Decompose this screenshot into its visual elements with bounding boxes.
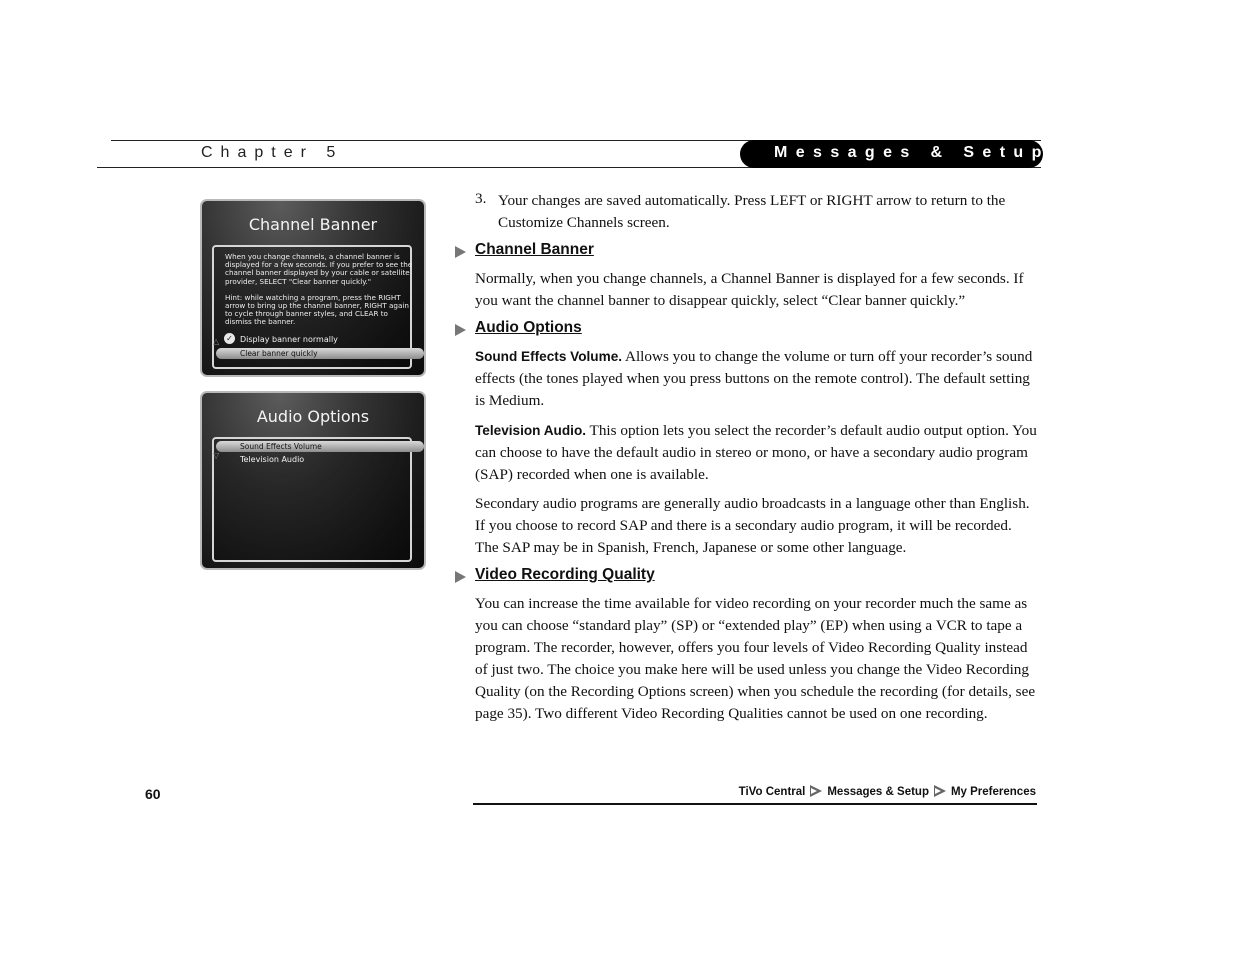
- breadcrumb-arrow-icon: [934, 785, 946, 797]
- channel-banner-screenshot: [200, 199, 426, 377]
- up-arrow-icon: △: [213, 337, 220, 346]
- option-display-banner-normally: Display banner normally: [240, 335, 338, 344]
- television-audio-paragraph: [475, 420, 1037, 486]
- paragraph-lead: Television Audio.: [475, 423, 587, 438]
- option-television-audio: Television Audio: [240, 455, 305, 464]
- triangle-bullet-icon: [455, 571, 466, 583]
- heading-title: Channel Banner: [475, 241, 594, 258]
- checkmark-icon: ✓: [224, 333, 235, 344]
- section-label-pill: [740, 140, 1050, 168]
- screen-hint-text: Hint: while watching a program, press the RIGHT arrow to bring up the channel banner, RIGHT again to cycle through banner styles, and CLEAR to dismiss the banner.: [225, 292, 409, 327]
- heading-title: Audio Options: [475, 319, 582, 336]
- triangle-bullet-icon: [455, 324, 466, 336]
- screen-message-text: When you change channels, a channel banner is displayed for a few seconds. If you prefer to see the channel banner displayed by your cable or satellite provider, SELECT "Clear banner quickly.": [225, 252, 413, 286]
- breadcrumb-item: My Preferences: [950, 786, 1036, 798]
- paragraph-lead: Sound Effects Volume.: [475, 349, 623, 364]
- screen-panel: [212, 437, 412, 562]
- page-number: 60: [145, 786, 161, 802]
- screen-title: Channel Banner: [248, 215, 378, 234]
- triangle-bullet-icon: [455, 246, 466, 258]
- sound-effects-paragraph: [475, 346, 1037, 412]
- sap-paragraph: Secondary audio programs are generally audio broadcasts in a language other than English. If you choose to record SAP and there is a secondary audio program, it will be recorded. The SAP may be in Spanish, French, Japanese or some other language.: [475, 495, 1030, 556]
- step-number: 3.: [475, 190, 487, 207]
- paragraph-body: Allows you to change the volume or turn off your recorder’s sound effects (the tones played when you press buttons on the remote control). The default setting is Medium.: [475, 348, 1033, 409]
- down-arrow-icon: ▽: [213, 451, 220, 460]
- screen-message: [225, 253, 415, 327]
- heading-title: Video Recording Quality: [475, 566, 655, 583]
- option-label: Sound Effects Volume: [240, 442, 322, 451]
- section-label: Messages & Setup: [774, 144, 1050, 161]
- screen-title: Audio Options: [256, 407, 370, 426]
- paragraph-body: This option lets you select the recorder’s default audio output option. You can choose to have the default audio in stereo or mono, or have a secondary audio program (SAP) recorded when one is available.: [475, 422, 1037, 483]
- option-label: Clear banner quickly: [240, 349, 318, 358]
- breadcrumb-item: Messages & Setup: [827, 786, 929, 798]
- breadcrumb-arrow-icon: [810, 785, 822, 797]
- video-recording-quality-paragraph: You can increase the time available for video recording on your recorder much the same as you can choose “standard play” (SP) or “extended play” (EP) when using a VCR to tape a program. The recorder, however, offers you four levels of Video Recording Quality instead of just two. The choice you make here will be used unless you change the Video Recording Quality (on the Recording Options screen) when you schedule the recording (for details, see page 35). Two different Video Recording Qualities cannot be used on one recording.: [475, 595, 1036, 722]
- option-sound-effects-volume-selected: [216, 441, 424, 452]
- channel-banner-paragraph: Normally, when you change channels, a Channel Banner is displayed for a few seconds. If you want the channel banner to disappear quickly, select “Clear banner quickly.”: [475, 270, 1024, 309]
- chapter-label: Chapter 5: [201, 144, 344, 161]
- footer-rule: [473, 803, 1037, 805]
- step-text: Your changes are saved automatically. Press LEFT or RIGHT arrow to return to the Customize Channels screen.: [498, 192, 1006, 231]
- option-clear-banner-quickly-selected: [216, 348, 424, 359]
- audio-options-screenshot: [200, 391, 426, 570]
- breadcrumb-item: TiVo Central: [738, 786, 806, 798]
- breadcrumb: [739, 785, 1036, 798]
- screen-panel: [212, 245, 412, 369]
